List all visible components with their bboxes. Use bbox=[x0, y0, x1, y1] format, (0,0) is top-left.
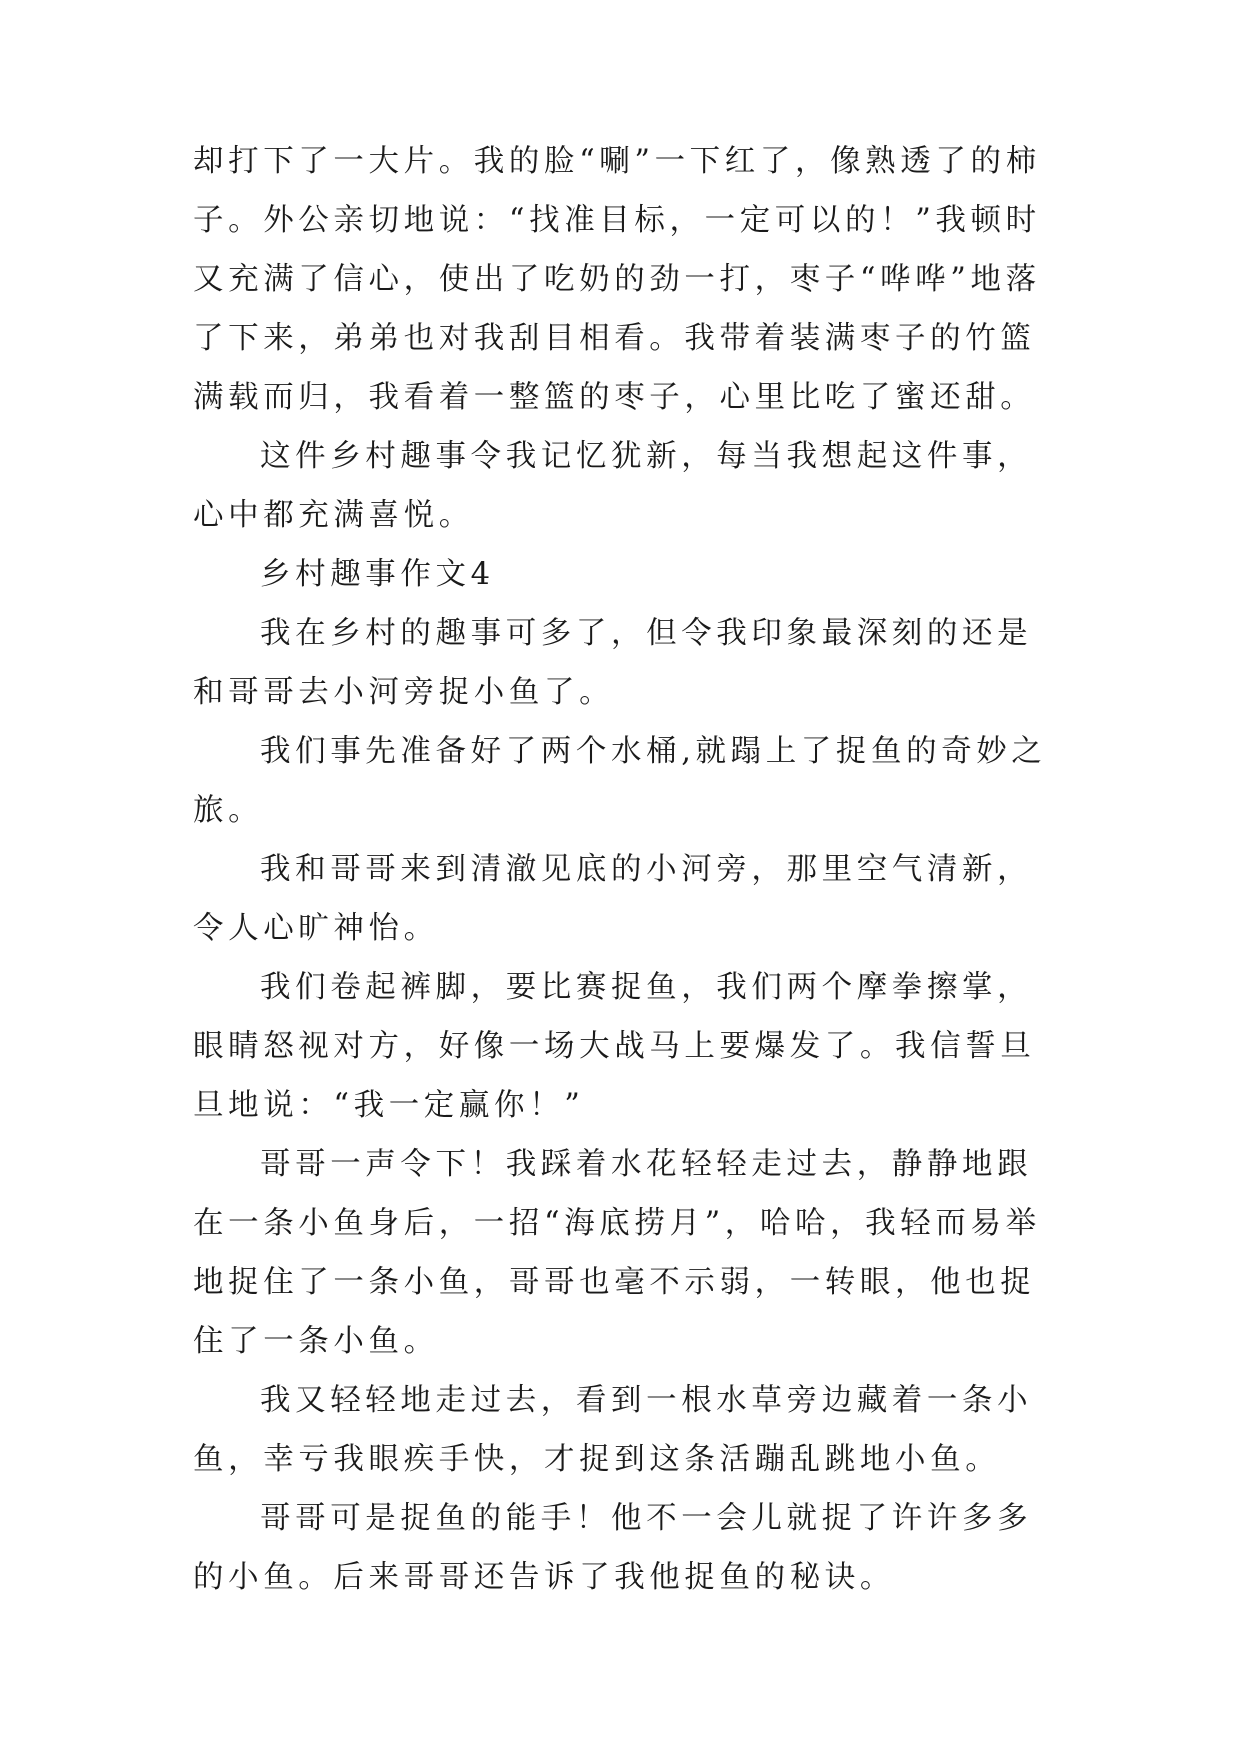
section-heading: 乡村趣事作文4 bbox=[260, 557, 495, 592]
paragraph-6: 我们卷起裤脚，要比赛捉鱼，我们两个摩拳擦掌，眼睛怒视对方，好像一场大战马上要爆发了。我信誓旦旦地说：“我一定赢你！” bbox=[193, 970, 1036, 1123]
paragraph-7: 哥哥一声令下！我踩着水花轻轻走过去，静静地跟在一条小鱼身后，一招“海底捞月”，哈哈，我轻而易举地捉住了一条小鱼，哥哥也毫不示弱，一转眼，他也捉住了一条小鱼。 bbox=[193, 1147, 1041, 1359]
paragraph-4: 我们事先准备好了两个水桶,就蹋上了捉鱼的奇妙之旅。 bbox=[193, 734, 1047, 828]
paragraph-3: 我在乡村的趣事可多了，但令我印象最深刻的还是和哥哥去小河旁捉小鱼了。 bbox=[193, 616, 1033, 710]
document-body bbox=[193, 132, 1053, 1607]
paragraph-8: 我又轻轻地走过去，看到一根水草旁边藏着一条小鱼，幸亏我眼疾手快，才捉到这条活蹦乱跳地小鱼。 bbox=[193, 1383, 1033, 1477]
paragraph-5: 我和哥哥来到清澈见底的小河旁，那里空气清新，令人心旷神怡。 bbox=[193, 852, 1033, 946]
paragraph-9: 哥哥可是捉鱼的能手！他不一会儿就捉了许许多多的小鱼。后来哥哥还告诉了我他捉鱼的秘诀。 bbox=[193, 1501, 1033, 1595]
paragraph-1: 却打下了一大片。我的脸“唰”一下红了，像熟透了的柿子。外公亲切地说：“找准目标，一定可以的！”我顿时又充满了信心，使出了吃奶的劲一打，枣子“哗哗”地落了下来，弟弟也对我刮目相看。我带着装满枣子的竹篮满载而归，我看着一整篮的枣子，心里比吃了蜜还甜。 bbox=[193, 144, 1041, 415]
paragraph-2: 这件乡村趣事令我记忆犹新，每当我想起这件事，心中都充满喜悦。 bbox=[193, 439, 1033, 533]
